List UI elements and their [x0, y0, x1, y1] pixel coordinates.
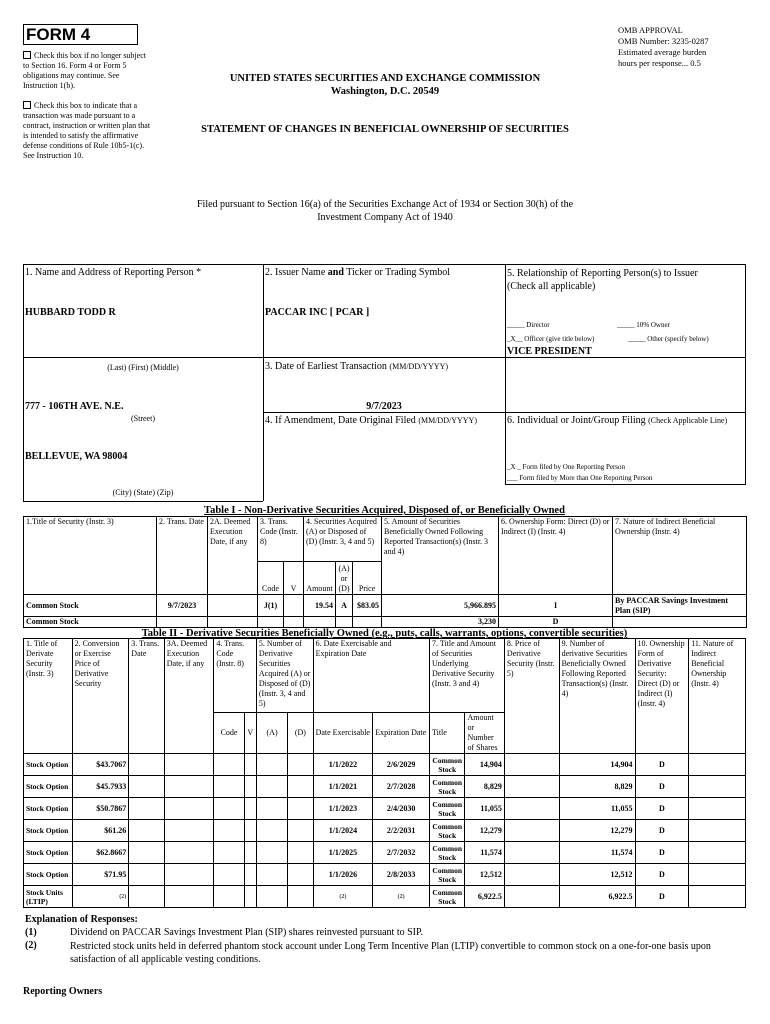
city-state-zip: BELLEVUE, WA 98004	[25, 451, 128, 462]
t2-cell-empty	[504, 820, 559, 842]
t2-cell-empty	[214, 754, 244, 776]
t2-cell-empty	[689, 820, 746, 842]
t2-sub-exercisable: Date Exercisable	[313, 713, 373, 754]
t2-cell-empty	[504, 754, 559, 776]
t1-header-title: 1.Title of Security (Instr. 3)	[24, 517, 157, 595]
t2-cell-owned: 12,279	[559, 820, 635, 842]
t2-cell-ul-amount: 12,512	[465, 864, 504, 886]
agency-location: Washington, D.C. 20549	[330, 86, 440, 97]
t1-sub-price: Price	[353, 562, 382, 595]
table-row	[24, 842, 746, 864]
t2-cell-empty	[164, 864, 214, 886]
t2-cell-expiration: 2/4/2030	[373, 798, 430, 820]
t2-cell-empty	[214, 842, 244, 864]
table-row	[24, 798, 746, 820]
t2-cell-price: $61.26	[72, 820, 129, 842]
t2-sub-expiration: Expiration Date	[373, 713, 430, 754]
t2-cell-title: Stock Option	[24, 754, 73, 776]
t2-cell-empty	[129, 820, 164, 842]
t1-header-date: 2. Trans. Date	[157, 517, 208, 595]
table-row	[24, 754, 746, 776]
t2-cell-ul-title: Common Stock	[430, 798, 465, 820]
t2-cell-owned: 12,512	[559, 864, 635, 886]
t2-cell-empty	[288, 820, 313, 842]
t2-header-code: 4. Trans. Code (Instr. 8)	[214, 639, 257, 713]
t2-cell-form: D	[635, 820, 689, 842]
t1-sub-v: V	[284, 562, 304, 595]
other-option: _____ Other (specify below)	[628, 335, 709, 343]
relationship-label: 5. Relationship of Reporting Person(s) to Issuer (Check all applicable)	[507, 268, 698, 292]
t2-cell-title: Stock Option	[24, 820, 73, 842]
issuer-name: PACCAR INC [ PCAR ]	[265, 307, 370, 318]
t2-header-exercisable: 6. Date Exercisable and Expiration Date	[313, 639, 429, 713]
earliest-transaction-date: 9/7/2023	[366, 401, 402, 412]
t2-cell-empty	[214, 798, 244, 820]
filing-more-option: ___ Form filed by More than One Reporting Person	[507, 474, 653, 482]
t2-cell-owned: 11,574	[559, 842, 635, 864]
t2-cell-empty	[689, 886, 746, 908]
t2-cell-empty	[244, 820, 256, 842]
t2-cell-title: Stock Option	[24, 798, 73, 820]
t2-cell-exercisable: 1/1/2025	[313, 842, 373, 864]
t2-cell-owned: 8,829	[559, 776, 635, 798]
t2-cell-form: D	[635, 754, 689, 776]
t2-cell-empty	[214, 820, 244, 842]
t2-cell-empty	[256, 864, 287, 886]
t2-cell-ul-amount: 8,829	[465, 776, 504, 798]
t2-cell-empty	[689, 798, 746, 820]
t2-cell-empty	[288, 886, 313, 908]
t2-cell-empty	[129, 798, 164, 820]
reporting-person-name: HUBBARD TODD R	[25, 307, 116, 318]
t2-cell-price: $71.95	[72, 864, 129, 886]
t2-sub-d: (D)	[288, 713, 313, 754]
t2-cell-empty	[256, 842, 287, 864]
checkbox-icon[interactable]	[23, 51, 31, 59]
reporting-person-label: 1. Name and Address of Reporting Person *	[25, 267, 202, 278]
t2-cell-exercisable: 1/1/2023	[313, 798, 373, 820]
t2-cell-empty	[214, 886, 244, 908]
t2-cell-price: (2)	[72, 886, 129, 908]
t2-cell-price: $50.7867	[72, 798, 129, 820]
table1-caption: Table I - Non-Derivative Securities Acquired, Disposed of, or Beneficially Owned	[204, 505, 565, 516]
t2-cell-expiration: 2/7/2032	[373, 842, 430, 864]
t2-cell-empty	[244, 864, 256, 886]
t2-sub-code: Code	[214, 713, 244, 754]
t2-header-number: 5. Number of Derivative Securities Acquired (A) or Disposed of (D) (Instr. 3, 4 and 5)	[256, 639, 313, 713]
t2-cell-empty	[244, 776, 256, 798]
t2-cell-empty	[164, 820, 214, 842]
table-row	[24, 864, 746, 886]
street-address: 777 - 106TH AVE. N.E.	[25, 401, 124, 412]
t2-cell-expiration: 2/2/2031	[373, 820, 430, 842]
t2-cell-empty	[504, 842, 559, 864]
t2-cell-empty	[164, 842, 214, 864]
t2-cell-empty	[129, 842, 164, 864]
t2-cell-empty	[129, 754, 164, 776]
filing-one-option: _X _ Form filed by One Reporting Person	[507, 463, 626, 471]
t2-cell-form: D	[635, 798, 689, 820]
t2-cell-empty	[504, 776, 559, 798]
t2-cell-empty	[288, 842, 313, 864]
note-number: (2)	[25, 940, 37, 951]
t2-cell-empty	[689, 776, 746, 798]
t2-cell-exercisable: 1/1/2022	[313, 754, 373, 776]
officer-option: _X__ Officer (give title below)	[507, 335, 595, 343]
t2-cell-empty	[504, 864, 559, 886]
issuer-label: 2. Issuer Name and Ticker or Trading Symbol	[265, 267, 451, 278]
t2-cell-empty	[164, 798, 214, 820]
t2-cell-empty	[689, 842, 746, 864]
t2-cell-empty	[129, 864, 164, 886]
t2-cell-empty	[256, 754, 287, 776]
table2	[23, 638, 746, 908]
amendment-label: 4. If Amendment, Date Original Filed (MM/DD/YYYY)	[265, 415, 477, 426]
t2-cell-empty	[164, 754, 214, 776]
t2-cell-owned: 11,055	[559, 798, 635, 820]
t2-cell-empty	[214, 864, 244, 886]
t2-header-owned: 9. Number of derivative Securities Beneficially Owned Following Reported Transaction(s) (Instr. 4)	[559, 639, 635, 754]
t2-cell-empty	[214, 776, 244, 798]
t2-cell-empty	[288, 754, 313, 776]
t1-header-deemed: 2A. Deemed Execution Date, if any	[208, 517, 258, 595]
t2-header-underlying: 7. Title and Amount of Securities Underlying Derivative Security (Instr. 3 and 4)	[430, 639, 505, 713]
t2-sub-v: V	[244, 713, 256, 754]
t2-cell-expiration: (2)	[373, 886, 430, 908]
t2-cell-empty	[288, 798, 313, 820]
t2-cell-empty	[288, 776, 313, 798]
table1	[23, 516, 747, 628]
t2-cell-empty	[256, 820, 287, 842]
t1-header-form: 6. Ownership Form: Direct (D) or Indirect (I) (Instr. 4)	[499, 517, 613, 595]
t2-cell-exercisable: 1/1/2026	[313, 864, 373, 886]
t2-cell-empty	[256, 776, 287, 798]
t2-cell-ul-amount: 11,055	[465, 798, 504, 820]
t2-cell-ul-title: Common Stock	[430, 886, 465, 908]
t2-cell-exercisable: (2)	[313, 886, 373, 908]
filing-label: 6. Individual or Joint/Group Filing (Check Applicable Line)	[507, 415, 728, 426]
t1-sub-code: Code	[258, 562, 284, 595]
t2-cell-owned: 6,922.5	[559, 886, 635, 908]
t2-cell-empty	[504, 798, 559, 820]
t1-header-acquired: 4. Securities Acquired (A) or Disposed of (D) (Instr. 3, 4 and 5)	[304, 517, 382, 562]
checkbox-icon[interactable]	[23, 101, 31, 109]
t2-header-conversion: 2. Conversion or Exercise Price of Derivative Security	[72, 639, 129, 754]
t2-cell-title: Stock Option	[24, 842, 73, 864]
t2-cell-ul-amount: 12,279	[465, 820, 504, 842]
t2-cell-form: D	[635, 886, 689, 908]
agency-name: UNITED STATES SECURITIES AND EXCHANGE COMMISSION	[229, 73, 541, 84]
form-title: FORM 4	[23, 24, 138, 45]
reporting-owners-heading: Reporting Owners	[23, 986, 103, 997]
statement-title: STATEMENT OF CHANGES IN BENEFICIAL OWNERSHIP OF SECURITIES	[201, 124, 569, 135]
t2-cell-ul-title: Common Stock	[430, 820, 465, 842]
t2-header-title: 1. Title of Derivate Security (Instr. 3)	[24, 639, 73, 754]
t2-cell-title: Stock Units (LTIP)	[24, 886, 73, 908]
ten-percent-option: _____ 10% Owner	[617, 321, 670, 329]
table-row: Common Stock 9/7/2023 J(1) 19.54 A $83.05 5,966.895 I By PACCAR Savings Investment Plan (SIP)	[24, 595, 747, 617]
t2-cell-empty	[689, 754, 746, 776]
table-row: Common Stock 3,230 D	[24, 617, 747, 628]
checkbox-no-longer-subject[interactable]: Check this box if no longer subject to Section 16. Form 4 or Form 5 obligations may continue. See Instruction 1(b).	[23, 51, 146, 90]
t2-cell-ul-title: Common Stock	[430, 864, 465, 886]
t2-cell-empty	[244, 886, 256, 908]
t1-header-code: 3. Trans. Code (Instr. 8)	[258, 517, 304, 562]
t2-cell-price: $62.8667	[72, 842, 129, 864]
t1-sub-amount: Amount	[304, 562, 336, 595]
officer-title: VICE PRESIDENT	[507, 346, 592, 357]
t2-cell-empty	[129, 886, 164, 908]
t2-sub-title: Title	[430, 713, 465, 754]
earliest-transaction-label: 3. Date of Earliest Transaction (MM/DD/YYYY)	[265, 361, 449, 372]
t2-cell-empty	[256, 798, 287, 820]
t2-cell-empty	[164, 776, 214, 798]
t2-cell-expiration: 2/7/2028	[373, 776, 430, 798]
t2-header-deemed: 3A. Deemed Execution Date, if any	[164, 639, 214, 754]
t2-cell-empty	[129, 776, 164, 798]
t2-cell-expiration: 2/6/2029	[373, 754, 430, 776]
t2-sub-a: (A)	[256, 713, 287, 754]
t2-cell-empty	[256, 886, 287, 908]
t2-header-date: 3. Trans. Date	[129, 639, 164, 754]
t2-cell-empty	[244, 842, 256, 864]
t1-header-nature: 7. Nature of Indirect Beneficial Ownership (Instr. 4)	[613, 517, 747, 595]
t2-cell-empty	[288, 864, 313, 886]
t2-header-form: 10. Ownership Form of Derivative Security: Direct (D) or Indirect (I) (Instr. 4)	[635, 639, 689, 754]
t2-cell-ul-title: Common Stock	[430, 842, 465, 864]
t2-cell-empty	[689, 864, 746, 886]
filed-pursuant: Filed pursuant to Section 16(a) of the Securities Exchange Act of 1934 or Section 30(h) of the Investment Company Act of 1940	[196, 199, 574, 223]
t2-cell-exercisable: 1/1/2024	[313, 820, 373, 842]
t2-cell-ul-title: Common Stock	[430, 754, 465, 776]
t2-header-nature: 11. Nature of Indirect Beneficial Ownership (Instr. 4)	[689, 639, 746, 754]
t2-cell-price: $43.7067	[72, 754, 129, 776]
t2-cell-ul-amount: 6,922.5	[465, 886, 504, 908]
name-caption: (Last) (First) (Middle)	[107, 363, 179, 372]
checkbox-10b5-1[interactable]: Check this box to indicate that a transaction was made pursuant to a contract, instruction or written plan that is intended to satisfy the affirmative defense conditions of Rule 10b5-1(c). See Instruction 10.	[23, 101, 151, 160]
t2-cell-empty	[164, 886, 214, 908]
t2-cell-form: D	[635, 776, 689, 798]
table-row	[24, 776, 746, 798]
t2-sub-amount: Amount or Number of Shares	[465, 713, 504, 754]
t2-cell-exercisable: 1/1/2021	[313, 776, 373, 798]
t2-cell-owned: 14,904	[559, 754, 635, 776]
t1-sub-aord: (A) or (D)	[336, 562, 353, 595]
note-text: Dividend on PACCAR Savings Investment Plan (SIP) shares reinvested pursuant to SIP.	[70, 927, 423, 938]
table2-caption: Table II - Derivative Securities Beneficially Owned (e.g., puts, calls, warrants, options, convertible securities)	[141, 628, 628, 639]
note-text: Restricted stock units held in deferred phantom stock account under Long Term Incentive Plan (LTIP) convertible to common stock on a one-for-one basis upon satisfaction of all applicable vesting conditions.	[70, 941, 711, 965]
omb-approval: OMB APPROVAL OMB Number: 3235-0287 Estimated average burden hours per response... 0.5	[618, 25, 709, 68]
table-row	[24, 886, 746, 908]
city-caption: (City) (State) (Zip)	[112, 488, 174, 497]
director-option: _____ Director	[507, 321, 550, 329]
t2-cell-empty	[244, 754, 256, 776]
table-row	[24, 820, 746, 842]
street-caption: (Street)	[131, 414, 155, 423]
t2-header-price: 8. Price of Derivative Security (Instr. 5)	[504, 639, 559, 754]
t2-cell-ul-title: Common Stock	[430, 776, 465, 798]
t2-cell-title: Stock Option	[24, 864, 73, 886]
t2-cell-empty	[244, 798, 256, 820]
note-number: (1)	[25, 927, 37, 938]
t2-cell-expiration: 2/8/2033	[373, 864, 430, 886]
explanation-heading: Explanation of Responses:	[25, 914, 138, 925]
t2-cell-ul-amount: 11,574	[465, 842, 504, 864]
t2-cell-empty	[504, 886, 559, 908]
t2-cell-title: Stock Option	[24, 776, 73, 798]
t2-cell-ul-amount: 14,904	[465, 754, 504, 776]
t2-cell-form: D	[635, 842, 689, 864]
t2-cell-price: $45.7933	[72, 776, 129, 798]
t2-cell-form: D	[635, 864, 689, 886]
t1-header-owned: 5. Amount of Securities Beneficially Owned Following Reported Transaction(s) (Instr. 3 and 4)	[382, 517, 499, 595]
